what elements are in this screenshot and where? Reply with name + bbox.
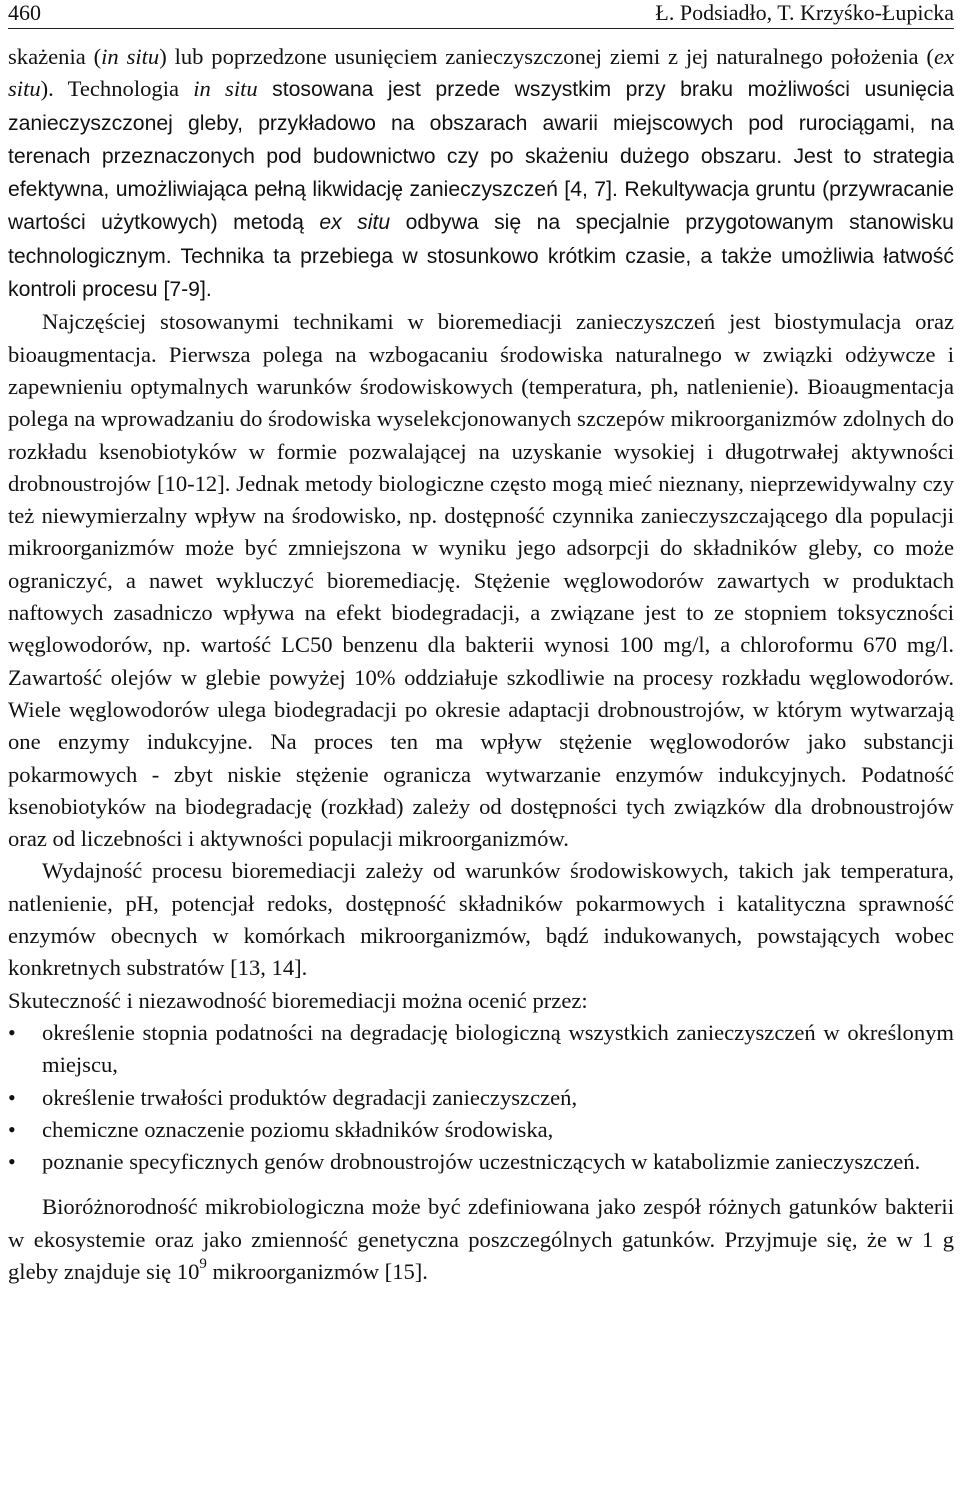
bullet-icon: • — [8, 1084, 16, 1110]
body-text — [8, 41, 954, 1288]
p1-text-a: skażenia ( — [8, 44, 102, 69]
p5-superscript: 9 — [199, 1255, 207, 1272]
paragraph-1 — [8, 41, 954, 306]
header-authors: Ł. Podsiadło, T. Krzyśko-Łupicka — [655, 0, 954, 25]
bullet-icon: • — [8, 1149, 16, 1175]
list-item — [8, 1082, 954, 1114]
list-item-text: określenie stopnia podatności na degradację biologiczną wszystkich zanieczyszczeń w określonym miejscu, — [42, 1019, 954, 1078]
list-item-text: określenie trwałości produktów degradacji zanieczyszczeń, — [42, 1084, 578, 1110]
list-item-text: chemiczne oznaczenie poziomu składników środowiska, — [42, 1116, 554, 1142]
p1-text-b: ) lub poprzedzone usunięciem zanieczyszczonej ziemi z jej naturalnego położenia ( — [159, 44, 934, 69]
page-number: 460 — [8, 0, 41, 25]
p1-italic-in-situ: in situ — [101, 44, 160, 69]
p1-italic-ex-situ-2: ex situ — [319, 211, 391, 235]
paragraph-2: Najczęściej stosowanymi technikami w bioremediacji zanieczyszczeń jest biostymulacja oraz bioaugmentacja. Pierwsza polega na wzbogacaniu środowiska naturalnego w związki odżywcze i zapewnieniu optymalnych warunków środowiskowych (temperatura, ph, natlenienie). Bioaugmentacja polega na wprowadzaniu do środowiska wyselekcjonowanych szczepów mikroorganizmów zdolnych do rozkładu ksenobiotyków w formie pozwalającej na uzyskanie wysokiej i długotrwałej aktywności drobnoustrojów [10-12]. Jednak metody biologiczne często mogą mieć nieznany, nieprzewidywalny czy też niewymierzalny wpływ na środowisko, np. dostępność czynnika zanieczyszczającego dla populacji mikroorganizmów może być zmniejszona w wyniku jego adsorpcji do składników gleby, co może ograniczyć, a nawet wykluczyć bioremediację. Stężenie węglowodorów zawartych w produktach naftowych zasadniczo wpływa na efekt biodegradacji, a związane jest to ze stopniem toksyczności węglowodorów, np. wartość LC50 benzenu dla bakterii wynosi 100 mg/l, a chloroformu 670 mg/l. Zawartość olejów w glebie powyżej 10% oddziałuje szkodliwie na procesy rozkładu węglowodorów. Wiele węglowodorów ulega biodegradacji po okresie adaptacji drobnoustrojów, w którym wytwarzają one enzymy indukcyjne. Na proces ten ma wpływ stężenie węglowodorów jako substancji pokarmowych - zbyt niskie stężenie ogranicza wytwarzanie enzymów indukcyjnych. Podatność ksenobiotyków na biodegradację (rozkład) zależy od dostępności tych związków dla drobnoustrojów oraz od liczebności i aktywności populacji mikroorganizmów. — [8, 309, 954, 852]
bullet-icon: • — [8, 1019, 16, 1045]
p5-text-a: Bioróżnorodność mikrobiologiczna może być zdefiniowana jako zespół różnych gatunków bakterii w ekosystemie oraz jako zmienność genetyczna poszczególnych gatunków. Przyjmuje się, że w 1 g gleby znajduje się 10 — [8, 1194, 954, 1284]
criteria-list — [8, 1017, 954, 1178]
list-item — [8, 1114, 954, 1146]
p1-text-c: ). Technologia — [40, 76, 194, 102]
p5-text-b: mikroorganizmów [15]. — [206, 1258, 428, 1284]
paragraph-4: Skuteczność i niezawodność bioremediacji można ocenić przez: — [8, 987, 588, 1013]
list-item — [8, 1017, 954, 1082]
running-header — [8, 0, 954, 29]
p1-italic-in-situ-2: in situ — [193, 76, 258, 102]
list-item-text: poznanie specyficznych genów drobnoustrojów uczestniczących w katabolizmie zanieczyszczeń. — [42, 1149, 921, 1175]
p1-text-e: odbywa się na specjalnie przygotowanym stanowisku technologicznym. Technika ta przebiega w stosunkowo krótkim czasie, a także umożliwia łatwość kontroli procesu [7-9]. — [8, 211, 954, 302]
bullet-icon: • — [8, 1116, 16, 1142]
list-item — [8, 1146, 954, 1178]
p1-text-d: stosowana jest przede wszystkim przy braku możliwości usunięcia zanieczyszczonej gleby, przykładowo na obszarach awarii miejscowych pod rurociągami, na terenach przeznaczonych pod budownictwo czy po skażeniu dużego obszaru. Jest to strategia efektywna, umożliwiająca pełną likwidację zanieczyszczeń [4, 7]. Rekultywacja gruntu (przywracanie wartości użytkowych) metodą — [8, 78, 954, 235]
paragraph-3: Wydajność procesu bioremediacji zależy od warunków środowiskowych, takich jak temperatura, natlenienie, pH, potencjał redoks, dostępność składników pokarmowych i katalityczna sprawność enzymów obecnych w komórkach mikroorganizmów, bądź indukowanych, powstających wobec konkretnych substratów [13, 14]. — [8, 858, 954, 981]
paragraph-5 — [8, 1191, 954, 1288]
p1-italic-ex-situ: ex situ — [8, 44, 954, 102]
